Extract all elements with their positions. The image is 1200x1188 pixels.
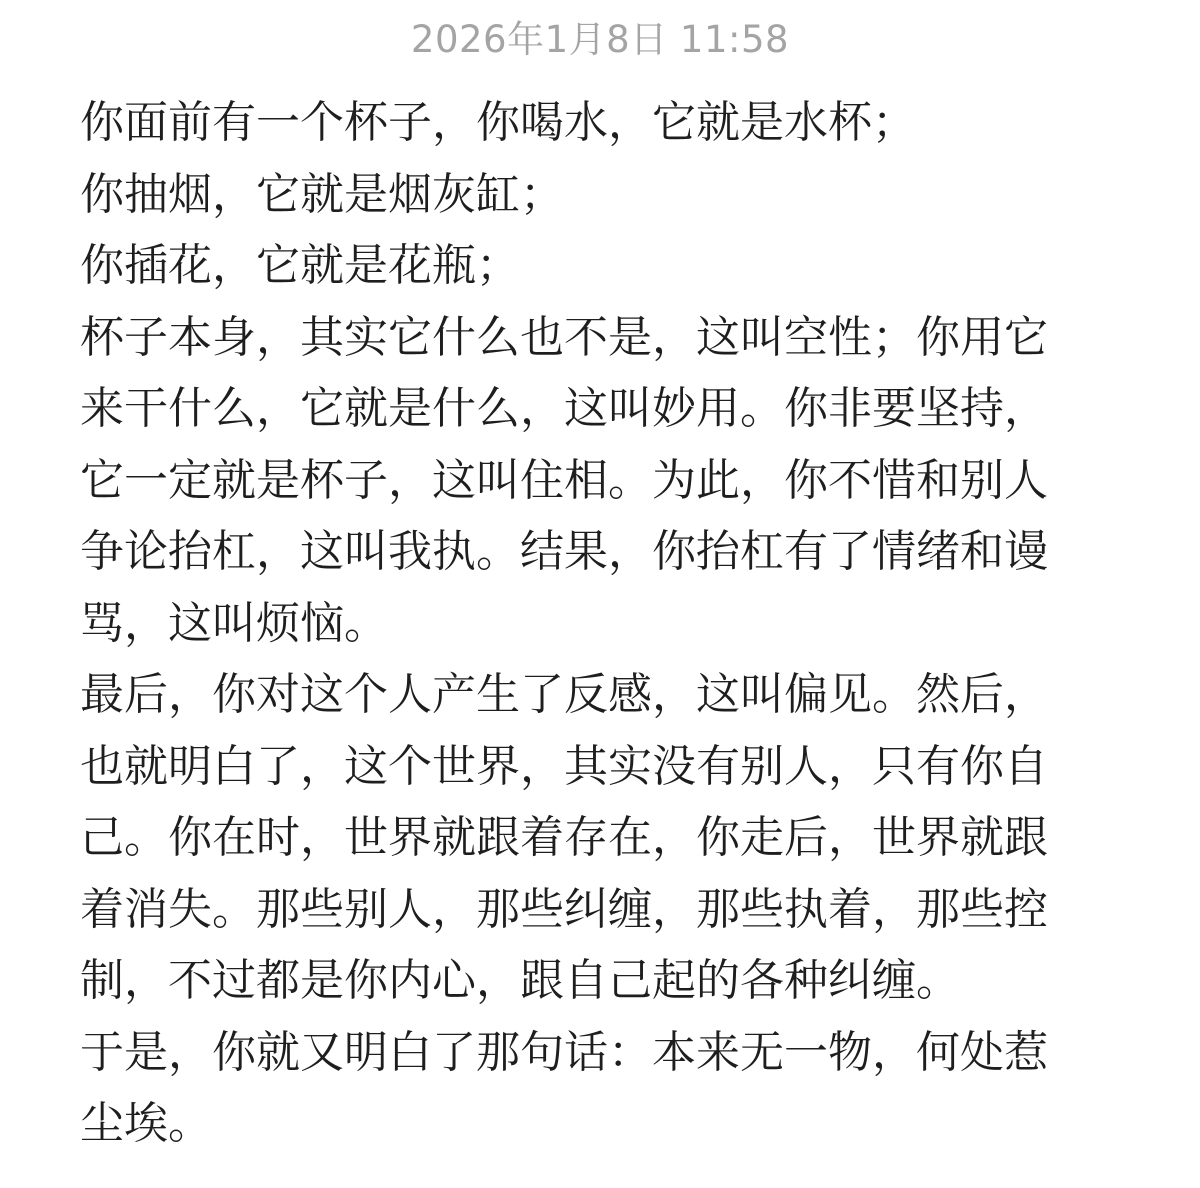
note-line: 骂，这叫烦恼。 bbox=[80, 597, 388, 649]
note-line: 最后，你对这个人产生了反感，这叫偏见。然后， bbox=[80, 669, 1048, 720]
note-line: 杯子本身，其实它什么也不是，这叫空性；你用它 bbox=[80, 311, 1048, 363]
note-line: 你面前有一个杯子，你喝水，它就是水杯； bbox=[80, 97, 916, 148]
note-line: 你插花，它就是花瓶； bbox=[80, 240, 520, 291]
note-line: 争论抬杠，这叫我执。结果，你抬杠有了情绪和谩 bbox=[80, 526, 1048, 577]
note-timestamp: 2026年1月8日 11:58 bbox=[410, 18, 790, 61]
note-line: 己。你在时，世界就跟着存在，你走后，世界就跟 bbox=[80, 812, 1048, 863]
note-line: 你抽烟，它就是烟灰缸； bbox=[80, 168, 564, 220]
note-body[interactable] bbox=[80, 87, 1140, 1160]
note-line: 着消失。那些别人，那些纠缠，那些执着，那些控 bbox=[80, 883, 1048, 935]
note-line: 于是，你就又明白了那句话：本来无一物，何处惹 bbox=[80, 1026, 1048, 1078]
note-line: 来干什么，它就是什么，这叫妙用。你非要坚持， bbox=[80, 383, 1048, 434]
note-line: 它一定就是杯子，这叫住相。为此，你不惜和别人 bbox=[80, 454, 1048, 506]
note-line: 制，不过都是你内心，跟自己起的各种纠缠。 bbox=[80, 955, 960, 1006]
note-line: 也就明白了，这个世界，其实没有别人，只有你自 bbox=[80, 740, 1048, 792]
note-line: 尘埃。 bbox=[80, 1098, 212, 1149]
